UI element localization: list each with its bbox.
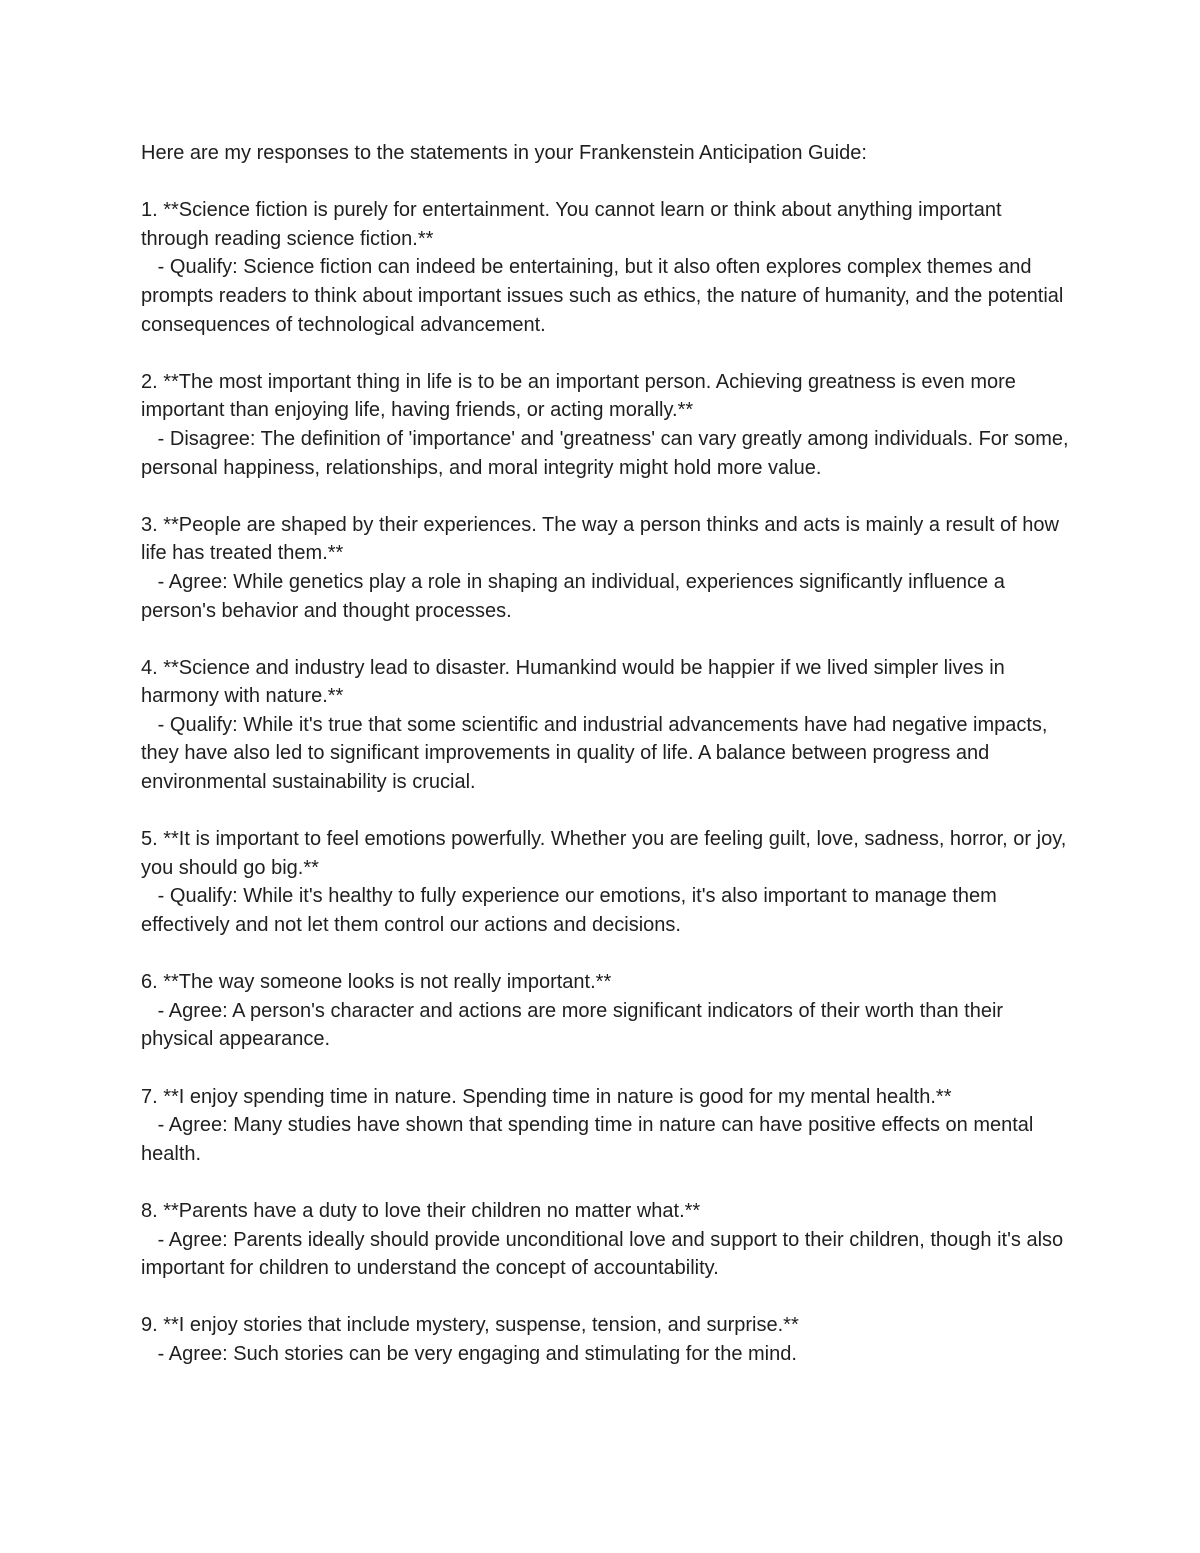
list-item [141,1311,1071,1368]
response-text: - Agree: Parents ideally should provide unconditional love and support to their children, though it's also important for children to understand the concept of accountability. [141,1228,1064,1280]
statement-text: 7. **I enjoy spending time in nature. Spending time in nature is good for my mental health.** - Agree: Many studies have shown that spending time in nature can have positive effects on mental health. [141,1085,1034,1165]
list-item [141,368,1071,482]
response-text: - Agree: While genetics play a role in shaping an individual, experiences significantly influence a person's behavior and thought processes. [141,570,1005,622]
response-text: - Disagree: The definition of 'importance' and 'greatness' can vary greatly among individuals. For some, personal happiness, relationships, and moral integrity might hold more value. [141,427,1069,479]
list-item [141,654,1071,797]
list-item [141,825,1071,939]
statement-text: 1. **Science fiction is purely for entertainment. You cannot learn or think about anything important through reading science fiction.** - Qualify: Science fiction can indeed be entertaining, but it also often explores complex themes and prompts readers to think about important issues such as ethics, the nature of humanity, and the potential consequences of technological advancement. [141,199,1064,336]
list-item [141,196,1071,339]
response-text: - Agree: A person's character and actions are more significant indicators of their worth than their physical appearance. [141,999,1004,1051]
statement-text: 5. **It is important to feel emotions powerfully. Whether you are feeling guilt, love, sadness, horror, or joy, you should go big.** - Qualify: While it's healthy to fully experience our emotions, it's also important to manage them effectively and not let them control our actions and decisions. [141,828,1067,937]
response-text: - Agree: Such stories can be very engaging and stimulating for the mind. [157,1342,797,1365]
statement-text: 2. **The most important thing in life is to be an important person. Achieving greatness is even more important than enjoying life, having friends, or acting morally.** - Disagree: The definition of 'importance' and 'greatness' can vary greatly among individuals. For some, personal happiness, relationships, and moral integrity might hold more value. [141,370,1069,479]
list-item [141,968,1071,1054]
document-body [141,139,1071,1397]
statement-text: 8. **Parents have a duty to love their children no matter what.** - Agree: Parents ideally should provide unconditional love and support to their children, though it's also important for children to understand the concept of accountability. [141,1199,1064,1280]
list-item [141,511,1071,625]
list-item [141,1197,1071,1283]
statement-text: 6. **The way someone looks is not really important.** - Agree: A person's character and actions are more significant indicators of their worth than their physical appearance. [141,971,1004,1051]
statement-text: 4. **Science and industry lead to disaster. Humankind would be happier if we lived simpler lives in harmony with nature.** - Qualify: While it's true that some scientific and industrial advancements have had negative impacts, they have also led to significant improvements in quality of life. A balance between progress and environmental sustainability is crucial. [141,656,1048,794]
list-item [141,1083,1071,1169]
statement-text: 3. **People are shaped by their experiences. The way a person thinks and acts is mainly a result of how life has treated them.** - Agree: While genetics play a role in shaping an individual, experiences significantly influence a person's behavior and thought processes. [141,513,1059,622]
response-text: - Qualify: While it's true that some scientific and industrial advancements have had negative impacts, they have also led to significant improvements in quality of life. A balance between progress and environmental sustainability is crucial. [141,713,1048,794]
response-text: - Qualify: While it's healthy to fully experience our emotions, it's also important to manage them effectively and not let them control our actions and decisions. [141,885,997,937]
intro-text: Here are my responses to the statements in your Frankenstein Anticipation Guide: [141,142,867,164]
statement-text: 9. **I enjoy stories that include mystery, suspense, tension, and surprise.** - Agree: Such stories can be very engaging and stimulating for the mind. [141,1314,799,1365]
response-text: - Agree: Many studies have shown that spending time in nature can have positive effects on mental health. [141,1114,1034,1165]
response-text: - Qualify: Science fiction can indeed be entertaining, but it also often explores complex themes and prompts readers to think about important issues such as ethics, the nature of humanity, and the potential consequences of technological advancement. [141,256,1064,336]
